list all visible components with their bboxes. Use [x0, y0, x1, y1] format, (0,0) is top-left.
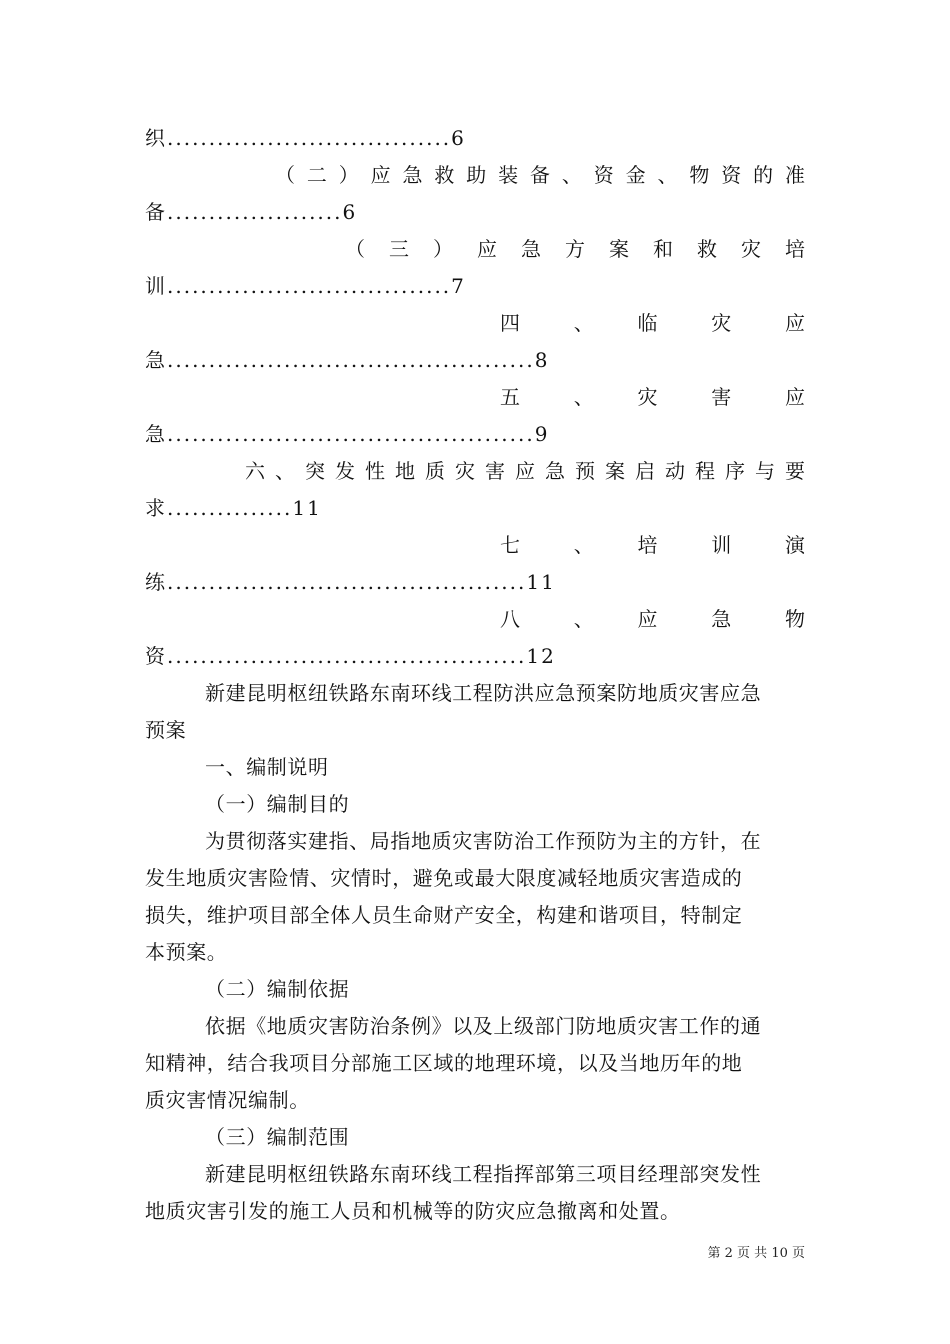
toc-entry-3-head: （三）应急方案和救灾培 — [345, 237, 805, 261]
toc-entry-2-tail: 备.....................6 — [145, 200, 358, 224]
subsection-heading-1: （一）编制目的 — [205, 792, 350, 816]
toc-entry-3-tail: 训..................................7 — [145, 274, 466, 298]
paragraph-2-line-1: 依据《地质灾害防治条例》以及上级部门防地质灾害工作的通 — [205, 1014, 762, 1038]
page-number-footer: 第 2 页 共 10 页 — [707, 1246, 805, 1261]
paragraph-3-line-1: 新建昆明枢纽铁路东南环线工程指挥部第三项目经理部突发性 — [205, 1162, 762, 1186]
toc-entry-1-tail: 织..................................6 — [145, 126, 466, 150]
paragraph-3-line-2: 地质灾害引发的施工人员和机械等的防灾应急撤离和处置。 — [145, 1199, 681, 1223]
section-heading-1: 一、编制说明 — [205, 755, 329, 779]
toc-entry-8-head: 八 、 应 急 物 — [500, 607, 805, 631]
document-title-line-1: 新建昆明枢纽铁路东南环线工程防洪应急预案防地质灾害应急 — [205, 681, 762, 705]
paragraph-1-line-2: 发生地质灾害险情、灾情时，避免或最大限度减轻地质灾害造成的 — [145, 866, 743, 890]
toc-entry-2-head: （二）应急救助装备、资金、物资的准 — [275, 163, 805, 187]
document-body — [145, 120, 805, 1230]
toc-entry-6-head: 六、突发性地质灾害应急预案启动程序与要 — [245, 459, 805, 483]
paragraph-2-line-3: 质灾害情况编制。 — [145, 1088, 310, 1112]
toc-entry-7-head: 七 、 培 训 演 — [500, 533, 805, 557]
paragraph-2-line-2: 知精神，结合我项目分部施工区域的地理环境，以及当地历年的地 — [145, 1051, 743, 1075]
toc-entry-4-tail: 急............................................8 — [145, 348, 550, 372]
toc-entry-8-tail: 资...........................................12 — [145, 644, 556, 668]
toc-entry-5-head: 五 、 灾 害 应 — [500, 385, 805, 409]
paragraph-1-line-1: 为贯彻落实建指、局指地质灾害防治工作预防为主的方针，在 — [205, 829, 762, 853]
toc-entry-6-tail: 求...............11 — [145, 496, 322, 520]
toc-entry-5-tail: 急............................................9 — [145, 422, 550, 446]
paragraph-1-line-3: 损失，维护项目部全体人员生命财产安全，构建和谐项目，特制定 — [145, 903, 743, 927]
toc-entry-7-tail: 练...........................................11 — [145, 570, 556, 594]
subsection-heading-3: （三）编制范围 — [205, 1125, 350, 1149]
document-title-line-2: 预案 — [145, 718, 187, 742]
subsection-heading-2: （二）编制依据 — [205, 977, 350, 1001]
toc-entry-4-head: 四 、 临 灾 应 — [500, 311, 805, 335]
paragraph-1-line-4: 本预案。 — [145, 940, 228, 964]
